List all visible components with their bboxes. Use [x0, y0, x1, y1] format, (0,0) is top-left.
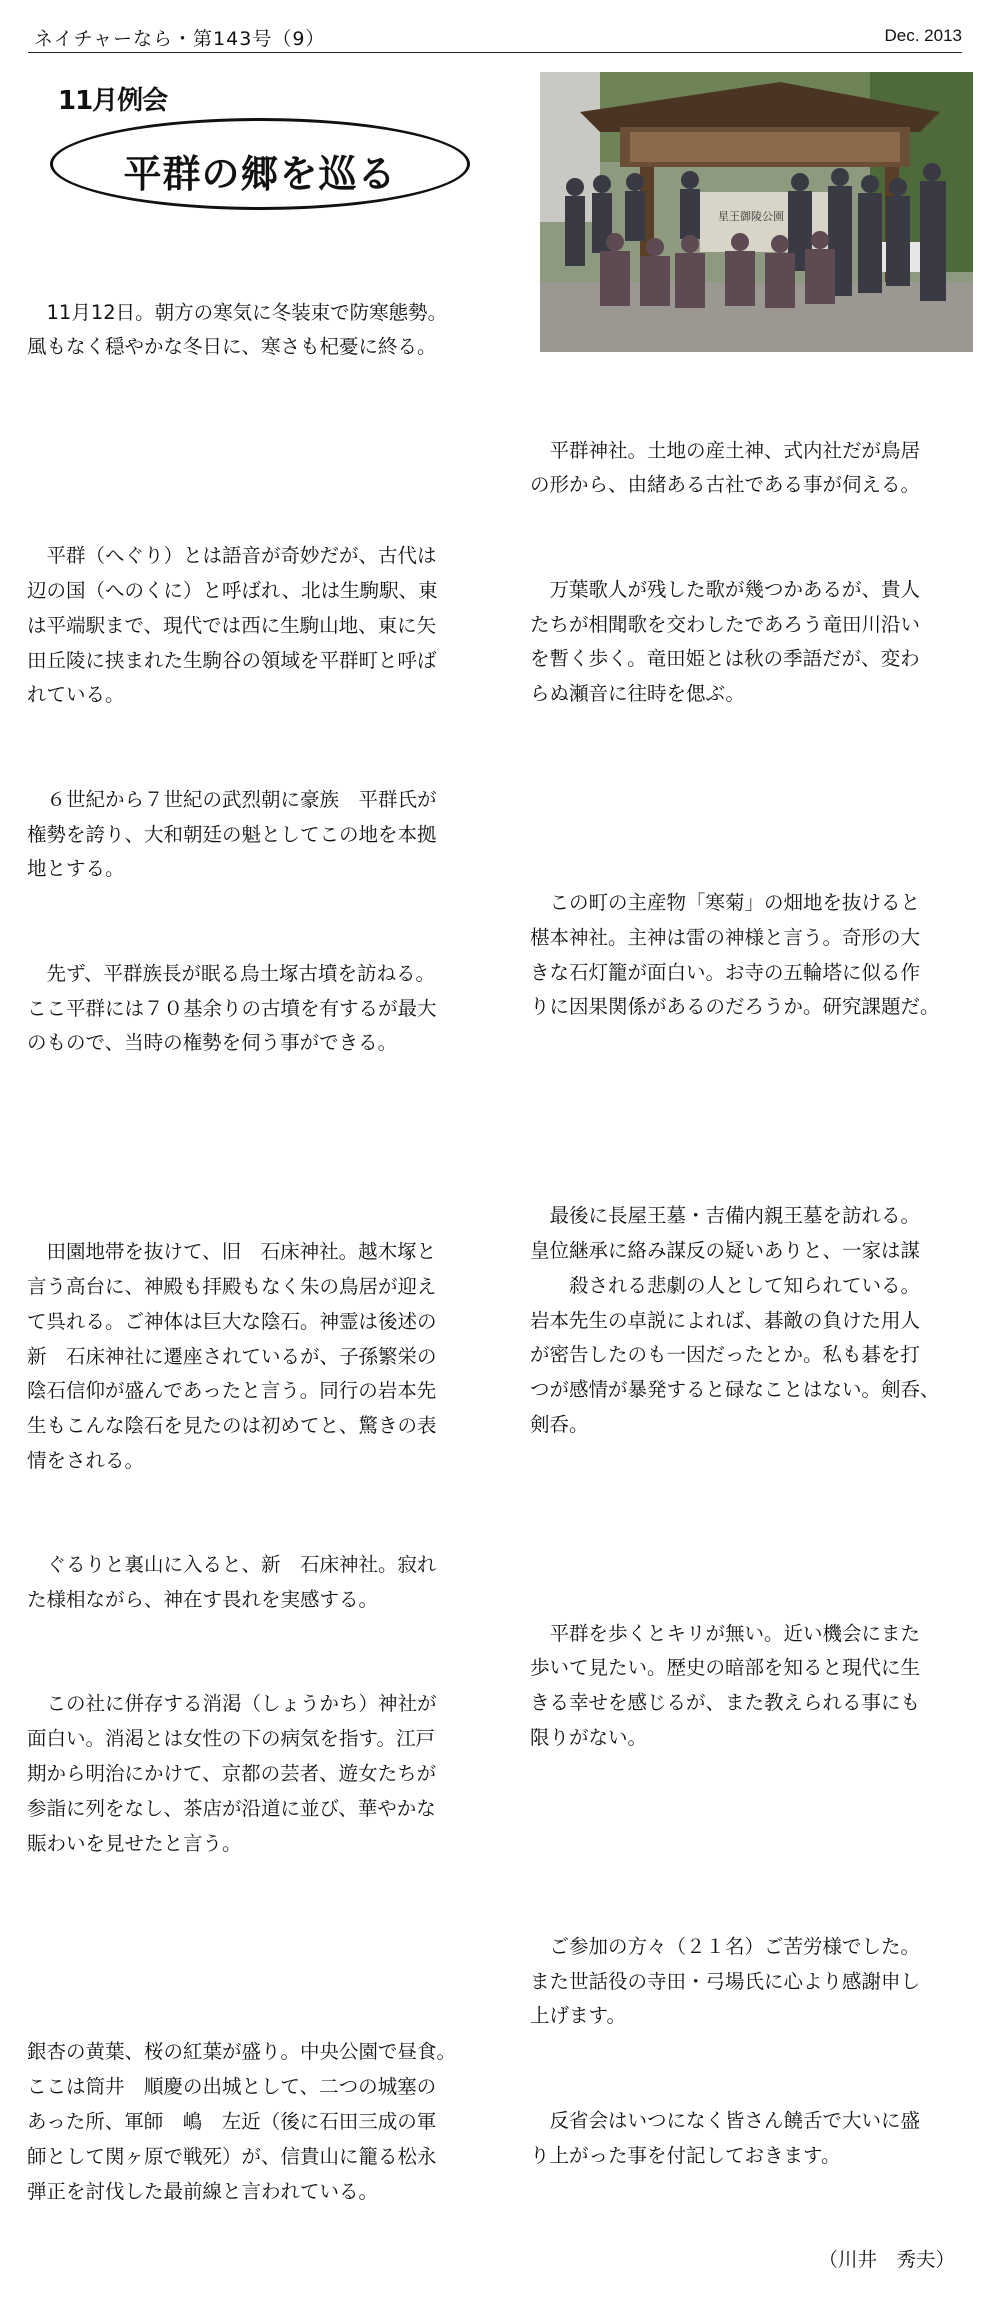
paragraph: ご参加の方々（２１名）ご苦労様でした。 また世話役の寺田・弓場氏に心より感謝申し 上げます。 [530, 1934, 921, 2028]
group-photo [540, 72, 973, 352]
article-kicker: 11月例会 [58, 86, 168, 116]
paragraph: 万葉歌人が残した歌が幾つかあるが、貴人 たちが相聞歌を交わしたであろう竜田川沿い を暫く歩く。竜田姫とは秋の季語だが、変わ らぬ瀬音に往時を偲ぶ。 [530, 577, 921, 706]
paragraph: この町の主産物「寒菊」の畑地を抜けると 椹本神社。主神は雷の神様と言う。奇形の大 きな石灯籠が面白い。お寺の五輪塔に似る作 りに因果関係があるのだろうか。研究課題だ。 [530, 890, 940, 1019]
paragraph: 最後に長屋王墓・吉備内親王墓を訪れる。 皇位継承に絡み謀反の疑いありと、一家は謀 殺される悲劇の人として知られている。 岩本先生の卓説によれば、碁敵の負けた用人 が密告したのも一因だったとか。私も碁を打 つが感情が暴発すると碌なことはない。剣呑、 剣呑。 [530, 1204, 940, 1436]
paragraph: 平群を歩くとキリが無い。近い機会にまた 歩いて見たい。歴史の暗部を知ると現代に生 きる幸せを感じるが、また教えられる事にも 限りがない。 [530, 1621, 921, 1750]
paragraph: ６世紀から７世紀の武烈朝に豪族 平群氏が 権勢を誇り、大和朝廷の魁としてこの地を本拠 地とする。 [27, 787, 437, 881]
paragraph: 田園地帯を抜けて、旧 石床神社。越木塚と 言う高台に、神殿も拝殿もなく朱の鳥居が迎え て呉れる。ご神体は巨大な陰石。神霊は後述の 新 石床神社に遷座されているが、子孫繁栄の 陰石信仰が盛んであったと言う。同行の岩本先 生もこんな陰石を見たのは初めてと、驚きの表 情をされる。 [27, 1240, 437, 1472]
paragraph: 11月12日。朝方の寒気に冬装束で防寒態勢。 風もなく穏やかな冬日に、寒さも杞憂に終る。 [27, 300, 448, 359]
paragraph-gap [530, 782, 985, 817]
title-oval [50, 118, 470, 210]
left-column [27, 226, 497, 2244]
paragraph: 平群神社。土地の産土神、式内社だが鳥居 の形から、由緒ある古社である事が伺える。 [530, 438, 921, 497]
header-divider [28, 52, 962, 53]
paragraph: この社に併存する消渇（しょうかち）神社が 面白い。消渇とは女性の下の病気を指す。江戸 期から明治にかけて、京都の芸者、遊女たちが 参詣に列をなし、茶店が沿道に並び、華やかな 賑わいを見せたと言う。 [27, 1692, 437, 1855]
publication-title: ネイチャーなら・第143号（9） [34, 28, 326, 50]
paragraph-gap [27, 1931, 497, 1966]
issue-date: Dec. 2013 [884, 26, 962, 45]
paragraph-gap [27, 435, 497, 470]
paragraph: 銀杏の黄葉、桜の紅葉が盛り。中央公園で昼食。 ここは筒井 順慶の出城として、二つの城塞の あった所、軍師 嶋 左近（後に石田三成の軍 師として関ヶ原で戦死）が、信貴山に籠る松永 弾正を討伐した最前線と言われている。 [27, 2040, 457, 2203]
photo-sign-text: 星王御陵公園 [718, 210, 784, 223]
paragraph-gap [530, 1512, 985, 1547]
author-signature: （川井 秀夫） [818, 2248, 955, 2272]
paragraph-gap [27, 1131, 497, 1166]
paragraph-gap [530, 1095, 985, 1130]
paragraph: ぐるりと裏山に入ると、新 石床神社。寂れ た様相ながら、神在す畏れを実感する。 [27, 1553, 437, 1612]
paragraph: 平群（へぐり）とは語音が奇妙だが、古代は 辺の国（へのくに）と呼ばれ、北は生駒駅、東 は平端駅まで、現代では西に生駒山地、東に矢 田丘陵に挟まれた生駒谷の領域を平群町と呼ば れている。 [27, 544, 438, 707]
paragraph: 先ず、平群族長が眠る烏土塚古墳を訪ねる。 ここ平群には７０基余りの古墳を有するが最大 のもので、当時の権勢を伺う事ができる。 [27, 961, 437, 1055]
paragraph: 反省会はいつになく皆さん饒舌で大いに盛 り上がった事を付記しておきます。 [530, 2108, 921, 2167]
paragraph-gap [530, 1825, 985, 1860]
article-title: 平群の郷を巡る [123, 152, 397, 196]
right-column [530, 364, 985, 2313]
group-photo-image [540, 72, 973, 352]
